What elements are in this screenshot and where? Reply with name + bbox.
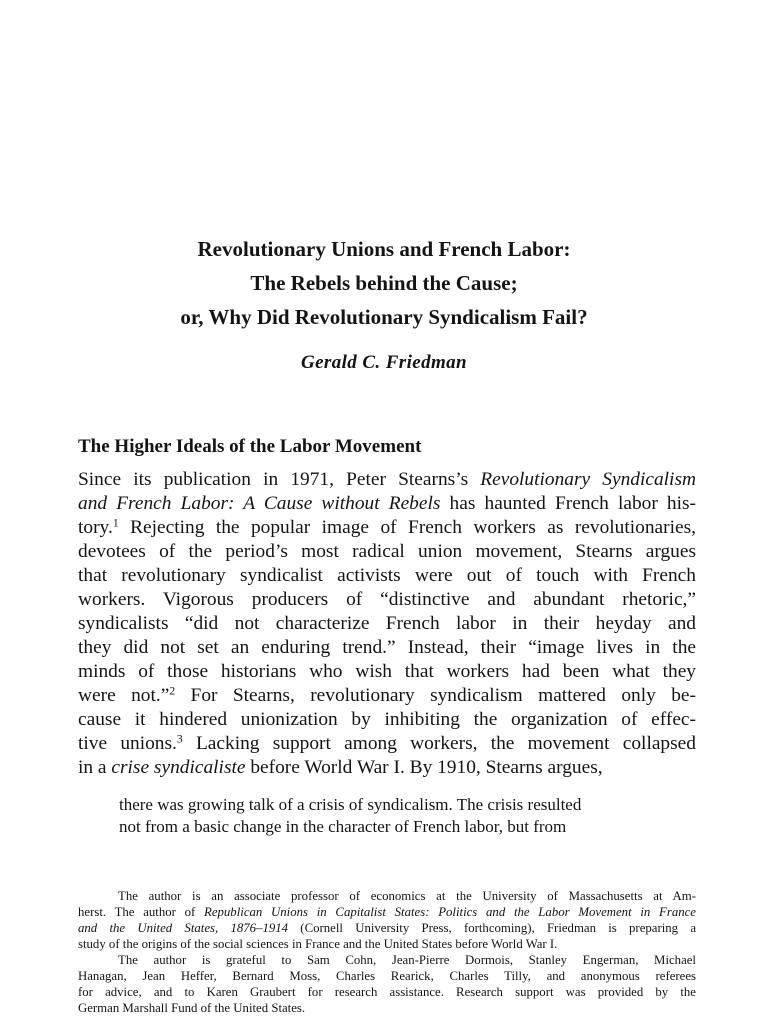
footnote-line: and the United States, 1876–1914 (Cornell University Press, forthcoming), Friedman is preparing a — [78, 921, 696, 935]
quote-line: not from a basic change in the character of French labor, but from — [119, 817, 567, 836]
book-title: Republican Unions in Capitalist States: Politics and the Labor Movement in France — [204, 905, 696, 919]
body-line: workers. Vigorous producers of “distinctive and abundant rhetoric,” — [78, 589, 696, 610]
italic-term: crise syndicaliste — [111, 757, 246, 778]
body-line: cause it hindered unionization by inhibiting the organization of effec- — [78, 709, 696, 730]
body-line: that revolutionary syndicalist activists were out of touch with French — [78, 565, 696, 586]
body-line: were not.”$^2$ For Stearns, revolutionary syndicalism mattered only be- — [78, 684, 696, 706]
footnote-ref: 3 — [176, 732, 183, 746]
title-line-3: or, Why Did Revolutionary Syndicalism Fail? — [180, 305, 588, 329]
quote-line: there was growing talk of a crisis of syndicalism. The crisis resulted — [119, 795, 582, 814]
body-line: and French Labor: A Cause without Rebels has haunted French labor his- — [78, 493, 696, 514]
author-name: Gerald C. Friedman — [300, 352, 468, 373]
book-title: and French Labor: A Cause without Rebels — [78, 493, 441, 514]
title-line-1: Revolutionary Unions and French Labor: — [197, 237, 571, 261]
body-line: minds of those historians who wish that workers had been what they — [78, 661, 696, 682]
book-title: Revolutionary Syndicalism — [480, 469, 696, 490]
body-line: in a crise syndicaliste before World War I. By 1910, Stearns argues, — [78, 757, 603, 778]
footnote-ref: 2 — [169, 684, 176, 698]
author-note — [78, 888, 696, 1016]
title-line-2: The Rebels behind the Cause; — [250, 271, 518, 295]
section-heading: The Higher Ideals of the Labor Movement — [78, 436, 422, 457]
body-line: Since its publication in 1971, Peter Stearns’s Revolutionary Syndicalism — [78, 469, 696, 490]
book-title: and the United States, 1876–1914 — [78, 921, 289, 935]
footnote-line: The author is grateful to Sam Cohn, Jean-Pierre Dormois, Stanley Engerman, Michael — [118, 953, 696, 967]
body-line: tive unions.$^3$ Lacking support among workers, the movement collapsed — [78, 732, 696, 754]
block-quote — [119, 794, 655, 838]
footnote-line: German Marshall Fund of the United States. — [78, 1001, 306, 1015]
body-line: devotees of the period’s most radical union movement, Stearns argues — [78, 541, 696, 562]
body-line: tory.$^1$ Rejecting the popular image of French workers as revolutionaries, — [78, 516, 696, 538]
article-title — [0, 232, 768, 334]
body-line: they did not set an enduring trend.” Instead, their “image lives in the — [78, 637, 696, 658]
body-line: syndicalists “did not characterize French labor in their heyday and — [78, 613, 696, 634]
footnote-line: study of the origins of the social sciences in France and the United States before World War I. — [78, 937, 558, 951]
footnote-ref: 1 — [112, 516, 119, 530]
footnote-line: for advice, and to Karen Graubert for research assistance. Research support was provided by the — [78, 985, 696, 999]
body-text — [78, 468, 696, 780]
footnote-line: The author is an associate professor of economics at the University of Massachusetts at Am- — [118, 889, 696, 903]
footnote-line: Hanagan, Jean Heffer, Bernard Moss, Charles Rearick, Charles Tilly, and anonymous referees — [78, 969, 696, 983]
footnote-line: herst. The author of Republican Unions in Capitalist States: Politics and the Labor Movement in France — [78, 905, 696, 919]
